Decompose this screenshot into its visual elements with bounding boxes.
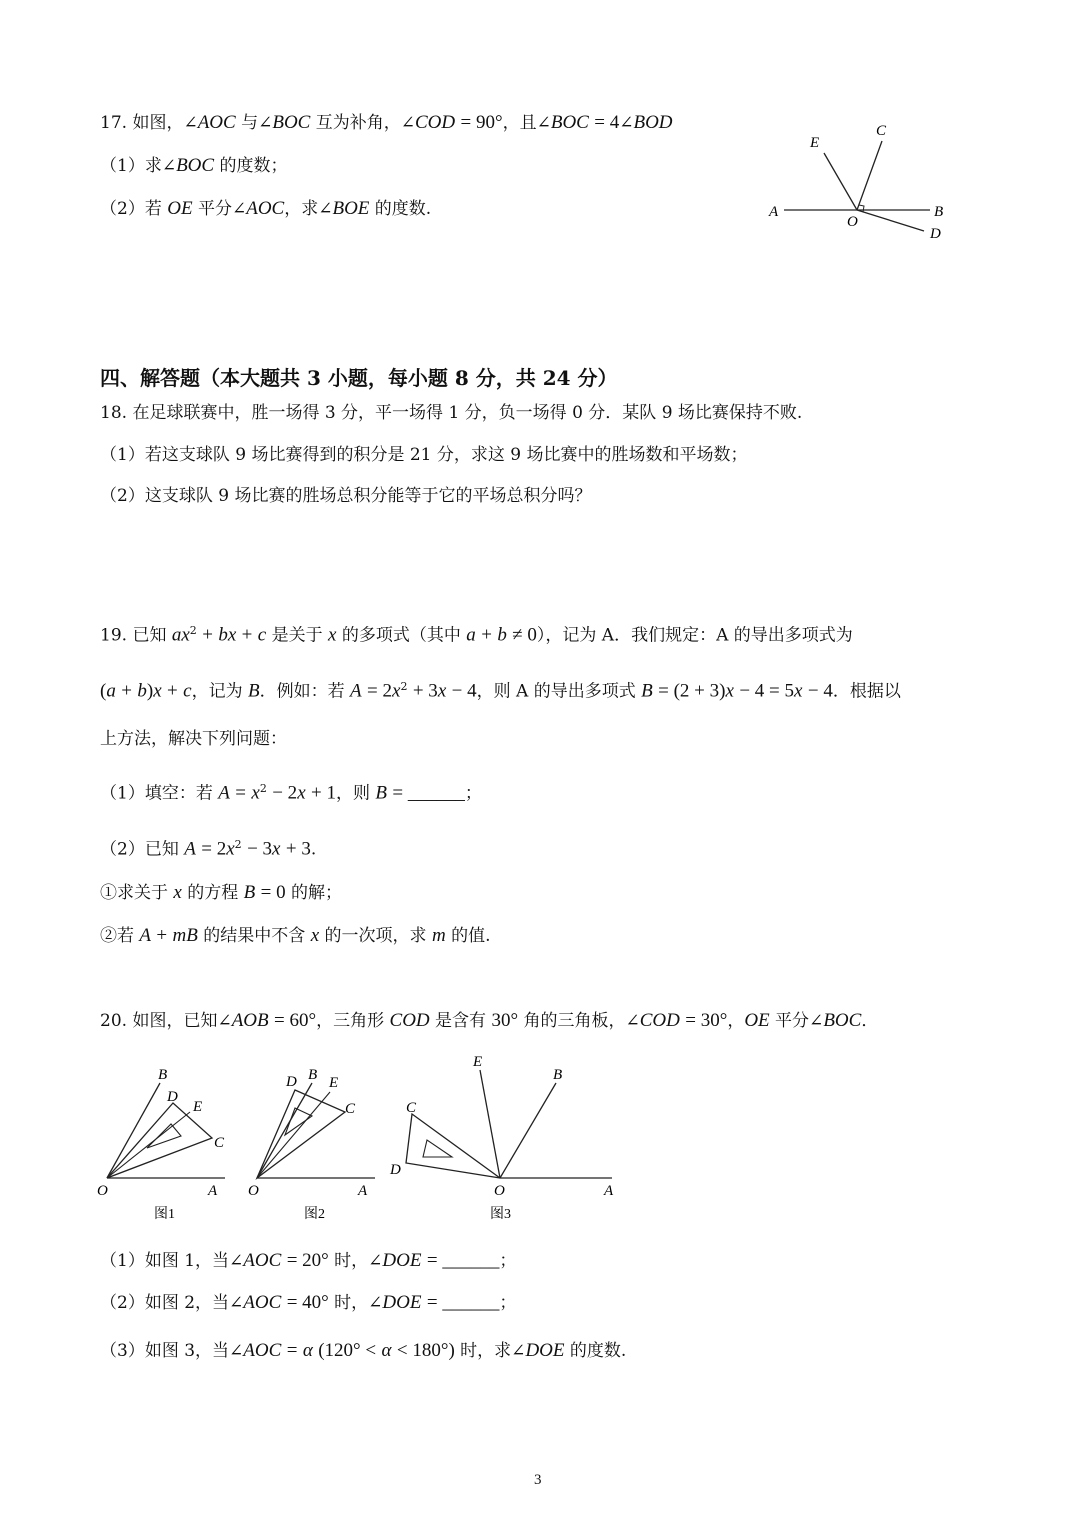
fig2-label-D: D (286, 1074, 297, 1090)
figure-3 (389, 1054, 614, 1222)
q17-label-D: D (930, 226, 941, 242)
fig3-label-E: E (473, 1054, 483, 1070)
fig1-label-D: D (167, 1089, 178, 1105)
q17-part2: （2）若 OE 平分∠AOC，求∠BOE 的度数. (100, 198, 432, 219)
q18-part2: （2）这支球队 9 场比赛的胜场总积分能等于它的平场总积分吗？ (100, 486, 592, 506)
q20-figures (90, 1050, 630, 1230)
q17-line1: 17. 如图，∠AOC 与∠BOC 互为补角，∠COD = 90°，且∠BOC = 4∠BOD (100, 112, 673, 133)
q17-label-O: O (847, 214, 858, 230)
q17-label-A: A (769, 204, 779, 220)
fig2-label-C: C (345, 1101, 356, 1117)
q17-label-E: E (810, 135, 820, 151)
q19-line1: 19. 已知 $ax^2$ + bx + c 是关于 x 的多项式（其中 a + b ≠ 0），记为 A．我们规定：A 的导出多项式为 (100, 624, 853, 646)
fig3-caption: 图3 (490, 1207, 511, 1222)
fig3-label-O: O (494, 1183, 505, 1199)
figure-2 (248, 1067, 375, 1222)
fig1-label-O: O (97, 1183, 108, 1199)
fig3-label-D: D (390, 1162, 401, 1178)
fig3-label-B: B (553, 1067, 563, 1083)
fig1-caption: 图1 (154, 1207, 175, 1222)
section-4-title: 四、解答题（本大题共 3 小题，每小题 8 分，共 24 分） (100, 366, 618, 390)
fig2-label-B: B (308, 1067, 318, 1083)
q20-part3: （3）如图 3，当∠AOC = α (120° < α < 180°) 时，求∠DOE 的度数. (100, 1340, 627, 1361)
fig1-label-A: A (208, 1183, 218, 1199)
fig2-label-E: E (329, 1075, 339, 1091)
q17-label-C: C (876, 123, 887, 139)
q20-line1: 20. 如图，已知∠AOB = 60°，三角形 COD 是含有 30° 角的三角板，∠COD = 30°，OE 平分∠BOC． (100, 1010, 879, 1031)
fig2-label-O: O (248, 1183, 259, 1199)
q18-part1: （1）若这支球队 9 场比赛得到的积分是 21 分，求这 9 场比赛中的胜场数和平场数； (100, 445, 748, 465)
fig1-label-C: C (214, 1135, 225, 1151)
q19-line3: 上方法，解决下列问题： (100, 729, 287, 749)
q17-label-B: B (934, 204, 944, 220)
fig1-label-E: E (193, 1099, 203, 1115)
fig2-caption: 图2 (304, 1207, 325, 1222)
fig1-label-B: B (158, 1067, 168, 1083)
fig2-label-A: A (358, 1183, 368, 1199)
q19-line2: (a + b)x + c，记为 B．例如：若 $A = 2x^2 + 3x - 4$，则 A 的导出多项式 B = (2 + 3)x − 4 = 5x − 4．根据以 (100, 680, 901, 702)
q19-part2: （2）已知 $A = 2x^2 - 3x + 3$. (100, 838, 317, 860)
page-number: 3 (534, 1472, 542, 1488)
q20-part2: （2）如图 2，当∠AOC = 40° 时，∠DOE = ______； (100, 1292, 517, 1313)
q19-sub1: ①求关于 x 的方程 B = 0 的解； (100, 882, 343, 903)
q17-figure (760, 118, 960, 248)
q18-line1: 18. 在足球联赛中，胜一场得 3 分，平一场得 1 分，负一场得 0 分．某队 9 场比赛保持不败. (100, 403, 803, 423)
fig3-label-A: A (604, 1183, 614, 1199)
fig3-label-C: C (406, 1100, 417, 1116)
figure-1 (97, 1067, 225, 1222)
q20-part1: （1）如图 1，当∠AOC = 20° 时，∠DOE = ______； (100, 1250, 517, 1271)
q19-sub2: ②若 A + mB 的结果中不含 x 的一次项，求 m 的值. (100, 925, 491, 946)
q19-part1: （1）填空：若 $A = x^2 - 2x + 1$，则 B = ______； (100, 782, 482, 804)
q17-part1: （1）求∠BOC 的度数； (100, 155, 288, 176)
